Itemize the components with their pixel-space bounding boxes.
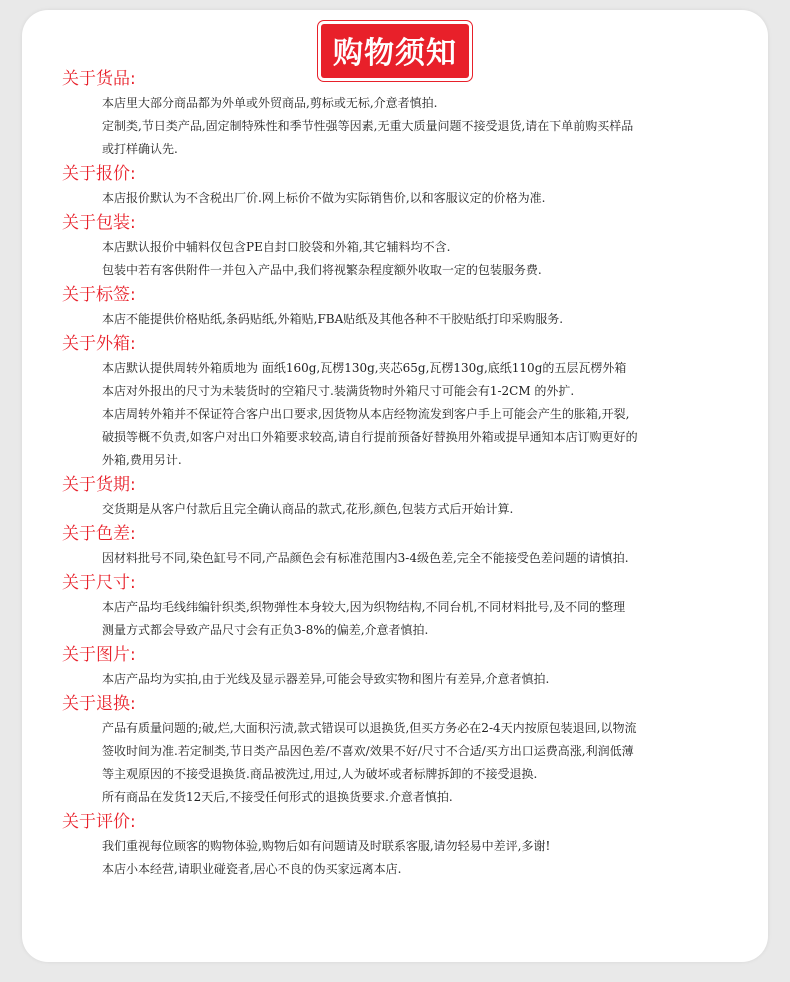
section-delivery — [62, 472, 742, 521]
section-line: 定制类,节日类产品,固定制特殊性和季节性强等因素,无重大质量问题不接受退货,请在下单前购买样品 — [102, 119, 634, 133]
section-line: 本店对外报出的尺寸为未装货时的空箱尺寸.装满货物时外箱尺寸可能会有1-2CM 的外扩. — [102, 384, 575, 398]
page-title: 购物须知 — [321, 24, 469, 78]
section-line: 所有商品在发货12天后,不接受任何形式的退换货要求.介意者慎拍. — [102, 790, 453, 804]
section-line: 包装中若有客供附件一并包入产品中,我们将视繁杂程度额外收取一定的包装服务费. — [102, 263, 542, 277]
section-outer-box — [62, 331, 742, 472]
section-heading: 关于评价: — [62, 812, 136, 832]
section-line: 本店不能提供价格贴纸,条码贴纸,外箱贴,FBA贴纸及其他各种不干胶贴纸打印采购服务. — [102, 312, 564, 326]
section-returns — [62, 691, 742, 809]
section-line: 交货期是从客户付款后且完全确认商品的款式,花形,颜色,包装方式后开始计算. — [102, 502, 514, 516]
section-line: 或打样确认先. — [102, 142, 178, 156]
section-pricing — [62, 161, 742, 210]
section-heading: 关于标签: — [62, 285, 136, 305]
section-line: 产品有质量问题的;破,烂,大面积污渍,款式错误可以退换货,但买方务必在2-4天内按原包装退回,以物流 — [102, 721, 637, 735]
section-size — [62, 570, 742, 642]
section-line: 我们重视每位顾客的购物体验,购物后如有问题请及时联系客服,请勿轻易中差评,多谢! — [102, 839, 551, 853]
section-reviews — [62, 809, 742, 881]
section-heading: 关于色差: — [62, 524, 136, 544]
section-packaging — [62, 210, 742, 282]
section-line: 等主观原因的不接受退换货.商品被洗过,用过,人为破坏或者标牌拆卸的不接受退换. — [102, 767, 538, 781]
section-heading: 关于尺寸: — [62, 573, 136, 593]
section-heading: 关于包装: — [62, 213, 136, 233]
section-line: 外箱,费用另计. — [102, 453, 182, 467]
section-goods — [62, 66, 742, 161]
section-line: 签收时间为准.若定制类,节日类产品因色差/不喜欢/效果不好/尺寸不合适/买方出口运费高涨,利润低薄 — [102, 744, 634, 758]
section-color-difference — [62, 521, 742, 570]
section-labels — [62, 282, 742, 331]
section-pictures — [62, 642, 742, 691]
notice-content — [62, 66, 742, 881]
section-line: 本店周转外箱并不保证符合客户出口要求,因货物从本店经物流发到客户手上可能会产生的胀箱,开裂, — [102, 407, 630, 421]
section-line: 本店默认报价中辅料仅包含PE自封口胶袋和外箱,其它辅料均不含. — [102, 240, 451, 254]
section-heading: 关于货期: — [62, 475, 136, 495]
section-line: 本店产品均毛线纬编针织类,织物弹性本身较大,因为织物结构,不同台机,不同材料批号,及不同的整理 — [102, 600, 626, 614]
section-line: 测量方式都会导致产品尺寸会有正负3-8%的偏差,介意者慎拍. — [102, 623, 429, 637]
section-line: 本店默认提供周转外箱质地为 面纸160g,瓦楞130g,夹芯65g,瓦楞130g,底纸110g的五层瓦楞外箱 — [102, 361, 627, 375]
section-line: 本店小本经营,请职业碰瓷者,居心不良的伪买家远离本店. — [102, 862, 402, 876]
section-line: 破损等概不负责,如客户对出口外箱要求较高,请自行提前预备好替换用外箱或提早通知本店订购更好的 — [102, 430, 638, 444]
notice-card — [22, 10, 768, 962]
section-heading: 关于报价: — [62, 164, 136, 184]
section-heading: 关于货品: — [62, 69, 136, 89]
section-line: 本店报价默认为不含税出厂价.网上标价不做为实际销售价,以和客服议定的价格为准. — [102, 191, 546, 205]
section-heading: 关于图片: — [62, 645, 136, 665]
section-heading: 关于退换: — [62, 694, 136, 714]
section-line: 本店产品均为实拍,由于光线及显示器差异,可能会导致实物和图片有差异,介意者慎拍. — [102, 672, 550, 686]
section-line: 本店里大部分商品都为外单或外贸商品,剪标或无标,介意者慎拍. — [102, 96, 438, 110]
section-heading: 关于外箱: — [62, 334, 136, 354]
section-line: 因材料批号不同,染色缸号不同,产品颜色会有标准范围内3-4级色差,完全不能接受色差问题的请慎拍. — [102, 551, 629, 565]
